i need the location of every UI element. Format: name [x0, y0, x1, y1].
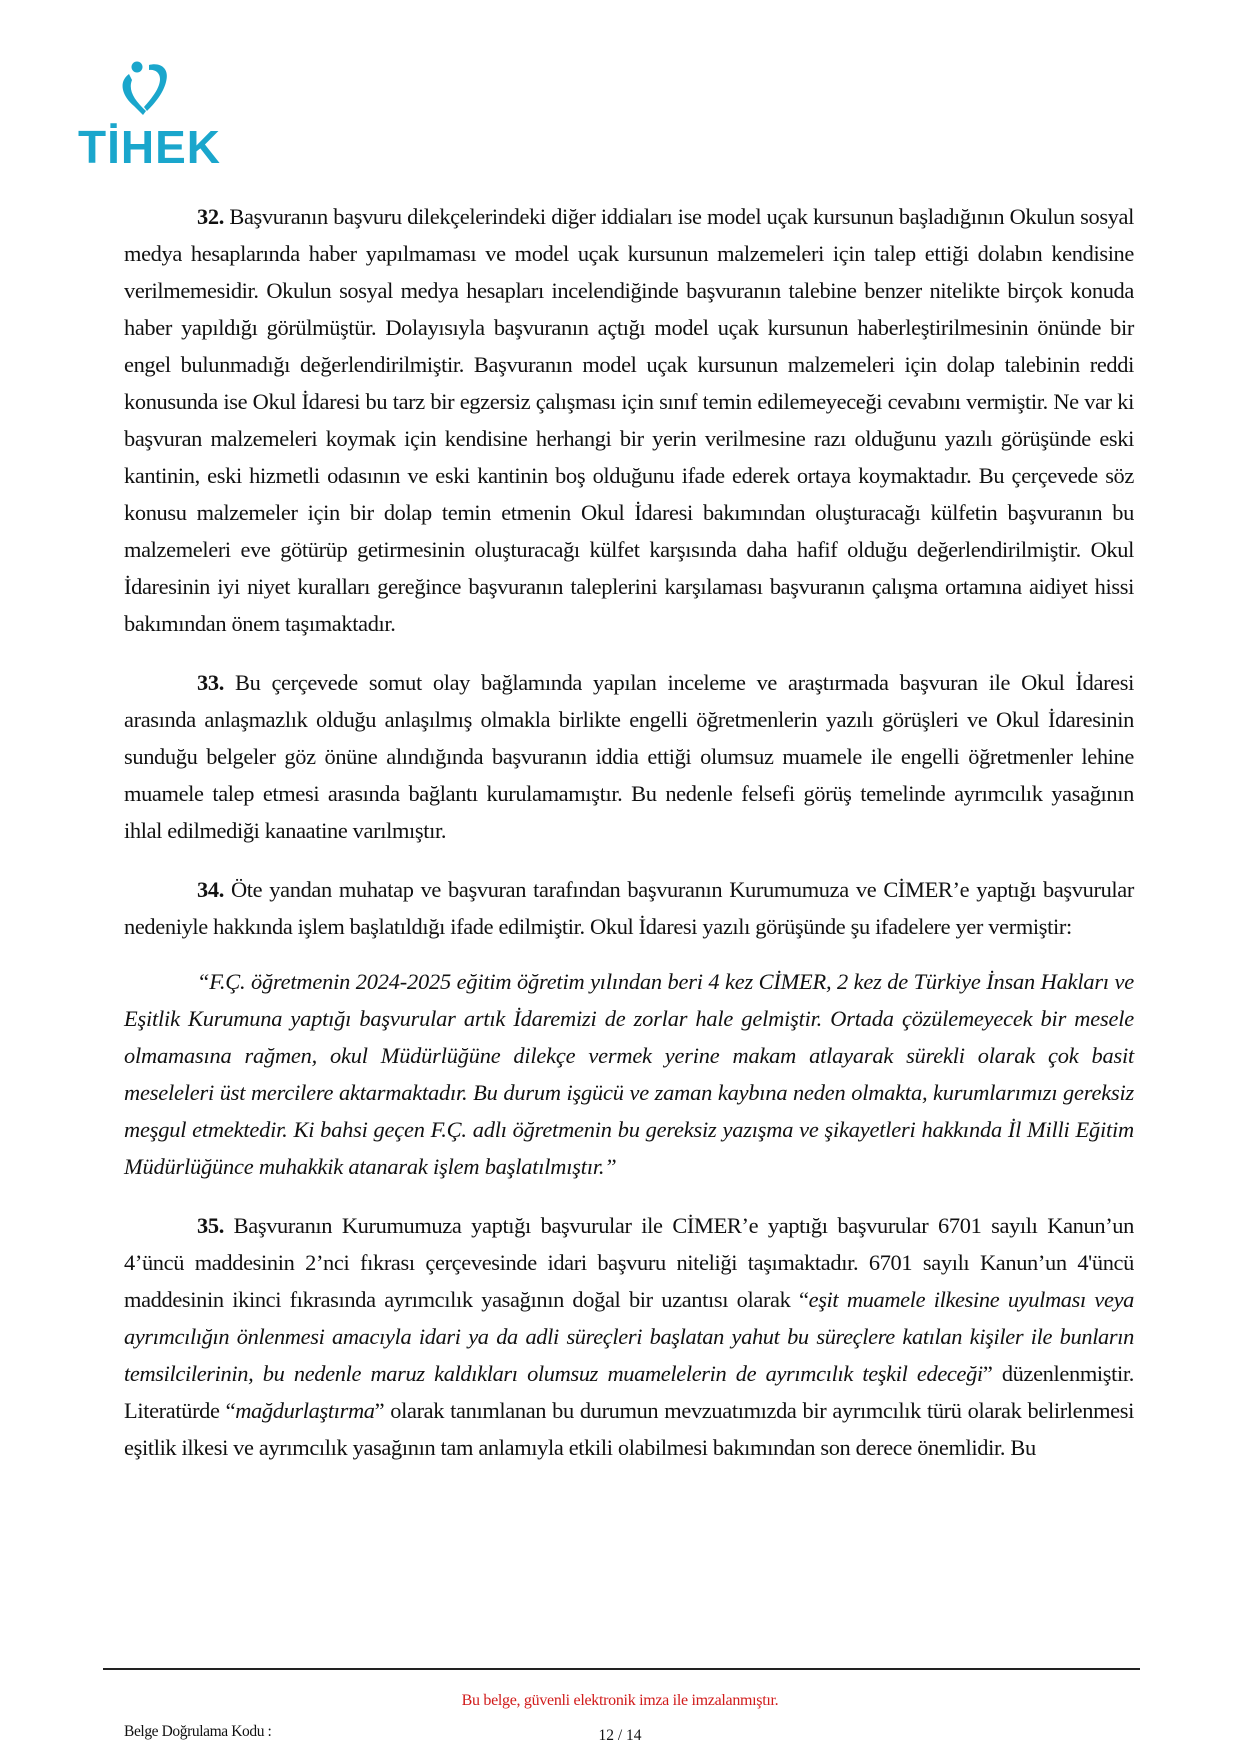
paragraph-text: ” olarak tanımlanan bu durumun mevzuatımızda bir ayrımcılık türü olarak belirlenmesi eşitlik ilkesi ve ayrımcılık yasağının tam anlamıyla etkili olabilmesi bakımından son derece önemlidir. Bu	[124, 1398, 1134, 1460]
term: mağdurlaştırma	[235, 1398, 375, 1423]
block-quote: “F.Ç. öğretmenin 2024-2025 eğitim öğretim yılından beri 4 kez CİMER, 2 kez de Türkiye İnsan Hakları ve Eşitlik Kurumuna yaptığı başvurular artık İdaremizi de zorlar hale gelmiştir. Ortada çözülemeyecek bir mesele olmamasına rağmen, okul Müdürlüğüne dilekçe vermek yerine makam atlayarak sürekli olarak çok basit meseleleri üst mercilere aktarmaktadır. Bu durum işgücü ve zaman kaybına neden olmakta, kurumlarımızı gereksiz meşgul etmektedir. Ki bahsi geçen F.Ç. adlı öğretmenin bu gereksiz yazışma ve şikayetleri hakkında İl Milli Eğitim Müdürlüğünce muhakkik atanarak işlem başlatılmıştır.”	[124, 969, 1134, 1179]
logo-text: TİHEK	[78, 121, 221, 173]
paragraph-number: 32.	[197, 204, 224, 229]
tihek-logo	[78, 60, 221, 173]
paragraph-number: 34.	[197, 877, 224, 902]
paragraph-34	[124, 871, 1134, 945]
footer-divider	[103, 1668, 1140, 1670]
heart-person-icon	[116, 60, 172, 124]
paragraph-text: Başvuranın Kurumumuza yaptığı başvurular ile CİMER’e yaptığı başvurular 6701 sayılı Kanun’un 4’üncü maddesinin 2’nci fıkrası çerçevesinde idari başvuru niteliği taşımaktadır. 6701 sayılı Kanun’un 4'üncü maddesinin ikinci fıkrasında ayrımcılık yasağının doğal bir uzantısı olarak “	[124, 1213, 1134, 1312]
paragraph-text: Başvuranın başvuru dilekçelerindeki diğer iddiaları ise model uçak kursunun başladığının Okulun sosyal medya hesaplarında haber yapılmaması ve model uçak kursunun malzemeleri için talep ettiği dolabın kendisine verilmemesidir. Okulun sosyal medya hesapları incelendiğinde başvuranın talebine benzer nitelikte birçok konuda haber yapıldığı görülmüştür. Dolayısıyla başvuranın açtığı model uçak kursunun haberleştirilmesinin önünde bir engel bulunmadığı değerlendirilmiştir. Başvuranın model uçak kursunun malzemeleri için dolap talebinin reddi konusunda ise Okul İdaresi bu tarz bir egzersiz çalışması için sınıf temin edilemeyeceği cevabını vermiştir. Ne var ki başvuran malzemeleri koymak için kendisine herhangi bir yerin verilmesine razı olduğunu yazılı görüşünde eski kantinin, eski hizmetli odasının ve eski kantinin boş olduğunu ifade ederek ortaya koymaktadır. Bu çerçevede söz konusu malzemeler için bir dolap temin etmenin Okul İdaresi bakımından oluşturacağı külfetin başvuranın bu malzemeleri eve götürüp getirmesinin oluşturacağı külfet karşısında daha hafif olduğu değerlendirilmiştir. Okul İdaresinin iyi niyet kuralları gereğince başvuranın taleplerini karşılaması başvuranın çalışma ortamına aidiyet hissi bakımından önem taşımaktadır.	[124, 204, 1134, 636]
paragraph-text: Bu çerçevede somut olay bağlamında yapılan inceleme ve araştırmada başvuran ile Okul İdaresi arasında anlaşmazlık olduğu anlaşılmış olmakla birlikte engelli öğretmenlerin yazılı görüşleri ve Okul İdaresinin sunduğu belgeler göz önüne alındığında başvuranın iddia ettiği olumsuz muamele ile engelli öğretmenler lehine muamele talep etmesi arasında bağlantı kurulamamıştır. Bu nedenle felsefi görüş temelinde ayrımcılık yasağının ihlal edilmediği kanaatine varılmıştır.	[124, 670, 1134, 843]
paragraph-text: Öte yandan muhatap ve başvuran tarafından başvuranın Kurumumuza ve CİMER’e yaptığı başvurular nedeniyle hakkında işlem başlatıldığı ifade edilmiştir. Okul İdaresi yazılı görüşünde şu ifadelere yer vermiştir:	[124, 877, 1134, 939]
verification-code-label: Belge Doğrulama Kodu :	[124, 1723, 272, 1740]
paragraph-text: ” düzenlenmiştir. Literatürde “	[124, 1361, 1134, 1423]
esign-notice: Bu belge, güvenli elektronik imza ile imzalanmıştır.	[461, 1692, 779, 1709]
paragraph-number: 35.	[197, 1213, 224, 1238]
document-body	[124, 198, 1134, 1466]
paragraph-35	[124, 1207, 1134, 1466]
paragraph-number: 33.	[197, 670, 224, 695]
page-number: 12 / 14	[598, 1727, 642, 1744]
paragraph-32	[124, 198, 1134, 642]
legal-quote: eşit muamele ilkesine uyulması veya ayrımcılığın önlenmesi amacıyla idari ya da adli süreçleri başlatan yahut bu süreçlere katılan kişiler ile bunların temsilcilerinin, bu nedenle maruz kaldıkları olumsuz muamelelerin de ayrımcılık teşkil edeceği	[124, 1287, 1135, 1386]
paragraph-33	[124, 664, 1134, 849]
